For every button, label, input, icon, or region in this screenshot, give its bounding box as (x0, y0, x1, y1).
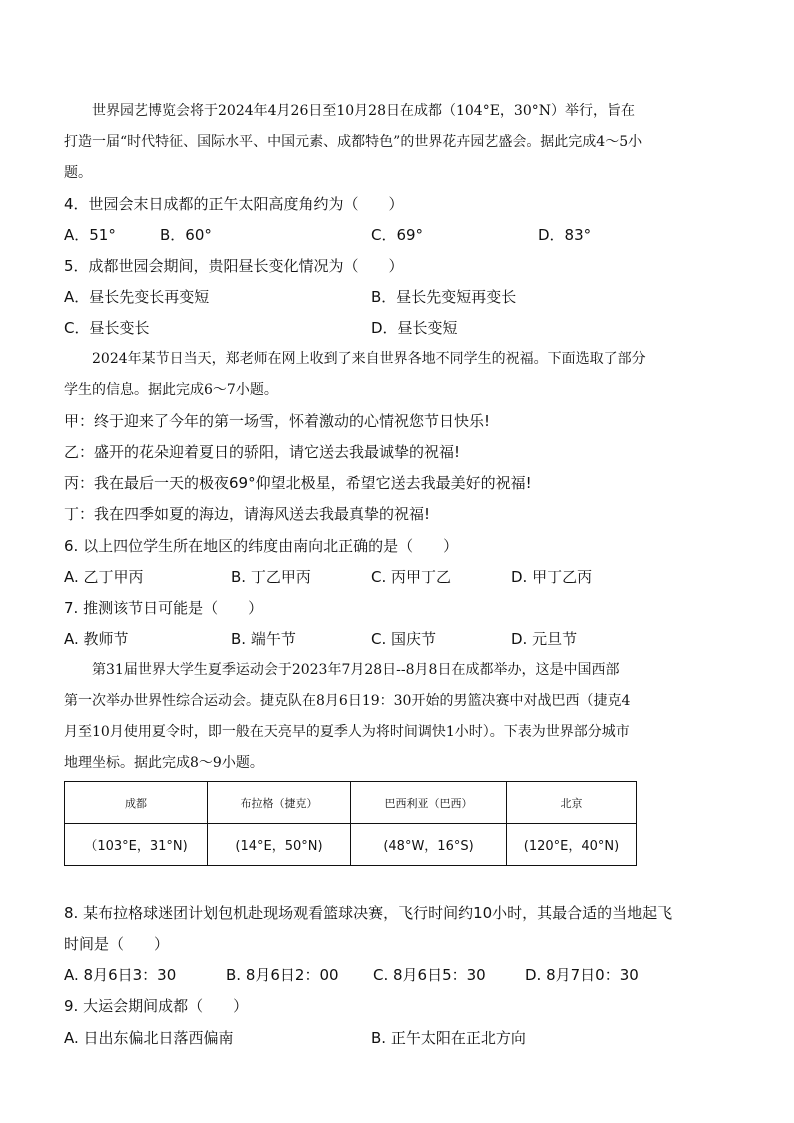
table-cell: (14°E，50°N) (208, 824, 351, 866)
question-8-option-b: B. 8月6日2：00 (226, 966, 339, 984)
message-ding: 丁：我在四季如夏的海边，请海风送去我最真挚的祝福! (64, 505, 431, 523)
table-header-row (65, 782, 637, 824)
intro-paragraph-1-line-3: 题。 (64, 165, 92, 181)
question-9-stem: 9. 大运会期间成都（ ） (64, 997, 249, 1015)
table-header-cell: 布拉格（捷克） (208, 782, 351, 824)
intro-paragraph-3-line-3: 月至10月使用夏令时，即一般在天亮早的夏季人为将时间调快1小时）。下表为世界部分城市 (64, 724, 630, 740)
question-8-option-a: A. 8月6日3：30 (64, 966, 177, 984)
question-7-stem: 7. 推测该节日可能是（ ） (64, 599, 264, 617)
table-header-cell: 巴西利亚（巴西） (351, 782, 507, 824)
message-yi: 乙：盛开的花朵迎着夏日的骄阳，请它送去我最诚挚的祝福! (64, 443, 461, 461)
table-row (65, 824, 637, 866)
intro-paragraph-3-line-4: 地理坐标。据此完成8～9小题。 (64, 755, 264, 771)
question-4-option-b: B．60° (160, 226, 212, 244)
question-8-option-c: C. 8月6日5：30 (373, 966, 486, 984)
intro-paragraph-1-line-2: 打造一届“时代特征、国际水平、中国元素、成都特色”的世界花卉园艺盛会。据此完成4～5小 (64, 134, 643, 150)
question-8-stem-line-1: 8. 某布拉格球迷团计划包机赴现场观看篮球决赛，飞行时间约10小时，其最合适的当地起飞 (64, 904, 673, 922)
question-7-option-d: D. 元旦节 (511, 630, 578, 648)
question-5-option-a: A．昼长先变长再变短 (64, 288, 210, 306)
question-5-stem: 5．成都世园会期间，贵阳昼长变化情况为（ ） (64, 257, 404, 275)
question-7-option-a: A. 教师节 (64, 630, 129, 648)
question-6-option-a: A. 乙丁甲丙 (64, 568, 144, 586)
table-header-cell: 北京 (507, 782, 637, 824)
question-4-option-c: C．69° (371, 226, 424, 244)
question-4-option-a: A．51° (64, 226, 116, 244)
intro-paragraph-2-line-1: 2024年某节日当天，郑老师在网上收到了来自世界各地不同学生的祝福。下面选取了部分 (92, 351, 646, 367)
intro-paragraph-1-line-1: 世界园艺博览会将于2024年4月26日至10月28日在成都（104°E，30°N）举行，旨在 (92, 103, 635, 119)
question-7-option-c: C. 国庆节 (371, 630, 437, 648)
question-6-option-c: C. 丙甲丁乙 (371, 568, 452, 586)
question-6-stem: 6. 以上四位学生所在地区的纬度由南向北正确的是（ ） (64, 537, 459, 555)
table-cell: （103°E，31°N) (65, 824, 208, 866)
question-6-option-b: B. 丁乙甲丙 (231, 568, 311, 586)
question-4-stem: 4．世园会末日成都的正午太阳高度角约为（ ） (64, 195, 404, 213)
question-8-stem-line-2: 时间是（ ） (64, 935, 170, 953)
question-9-option-a: A. 日出东偏北日落西偏南 (64, 1029, 234, 1047)
question-6-option-d: D. 甲丁乙丙 (511, 568, 593, 586)
intro-paragraph-2-line-2: 学生的信息。据此完成6～7小题。 (64, 382, 278, 398)
table-cell: (48°W，16°S) (351, 824, 507, 866)
question-9-option-b: B. 正午太阳在正北方向 (371, 1029, 526, 1047)
intro-paragraph-3-line-1: 第31届世界大学生夏季运动会于2023年7月28日--8月8日在成都举办，这是中国西部 (92, 662, 620, 678)
question-5-option-c: C．昼长变长 (64, 319, 150, 337)
question-5-option-b: B．昼长先变短再变长 (371, 288, 517, 306)
table-cell: (120°E，40°N) (507, 824, 637, 866)
message-bing: 丙：我在最后一天的极夜69°仰望北极星，希望它送去我最美好的祝福! (64, 474, 532, 492)
table-header-cell: 成都 (65, 782, 208, 824)
city-coordinates-table (64, 781, 637, 866)
question-4-option-d: D．83° (538, 226, 592, 244)
question-8-option-d: D. 8月7日0：30 (525, 966, 639, 984)
intro-paragraph-3-line-2: 第一次举办世界性综合运动会。捷克队在8月6日19：30开始的男篮决赛中对战巴西（捷克4 (64, 693, 631, 709)
message-jia: 甲：终于迎来了今年的第一场雪，怀着激动的心情祝您节日快乐! (64, 412, 491, 430)
question-7-option-b: B. 端午节 (231, 630, 296, 648)
question-5-option-d: D．昼长变短 (371, 319, 458, 337)
